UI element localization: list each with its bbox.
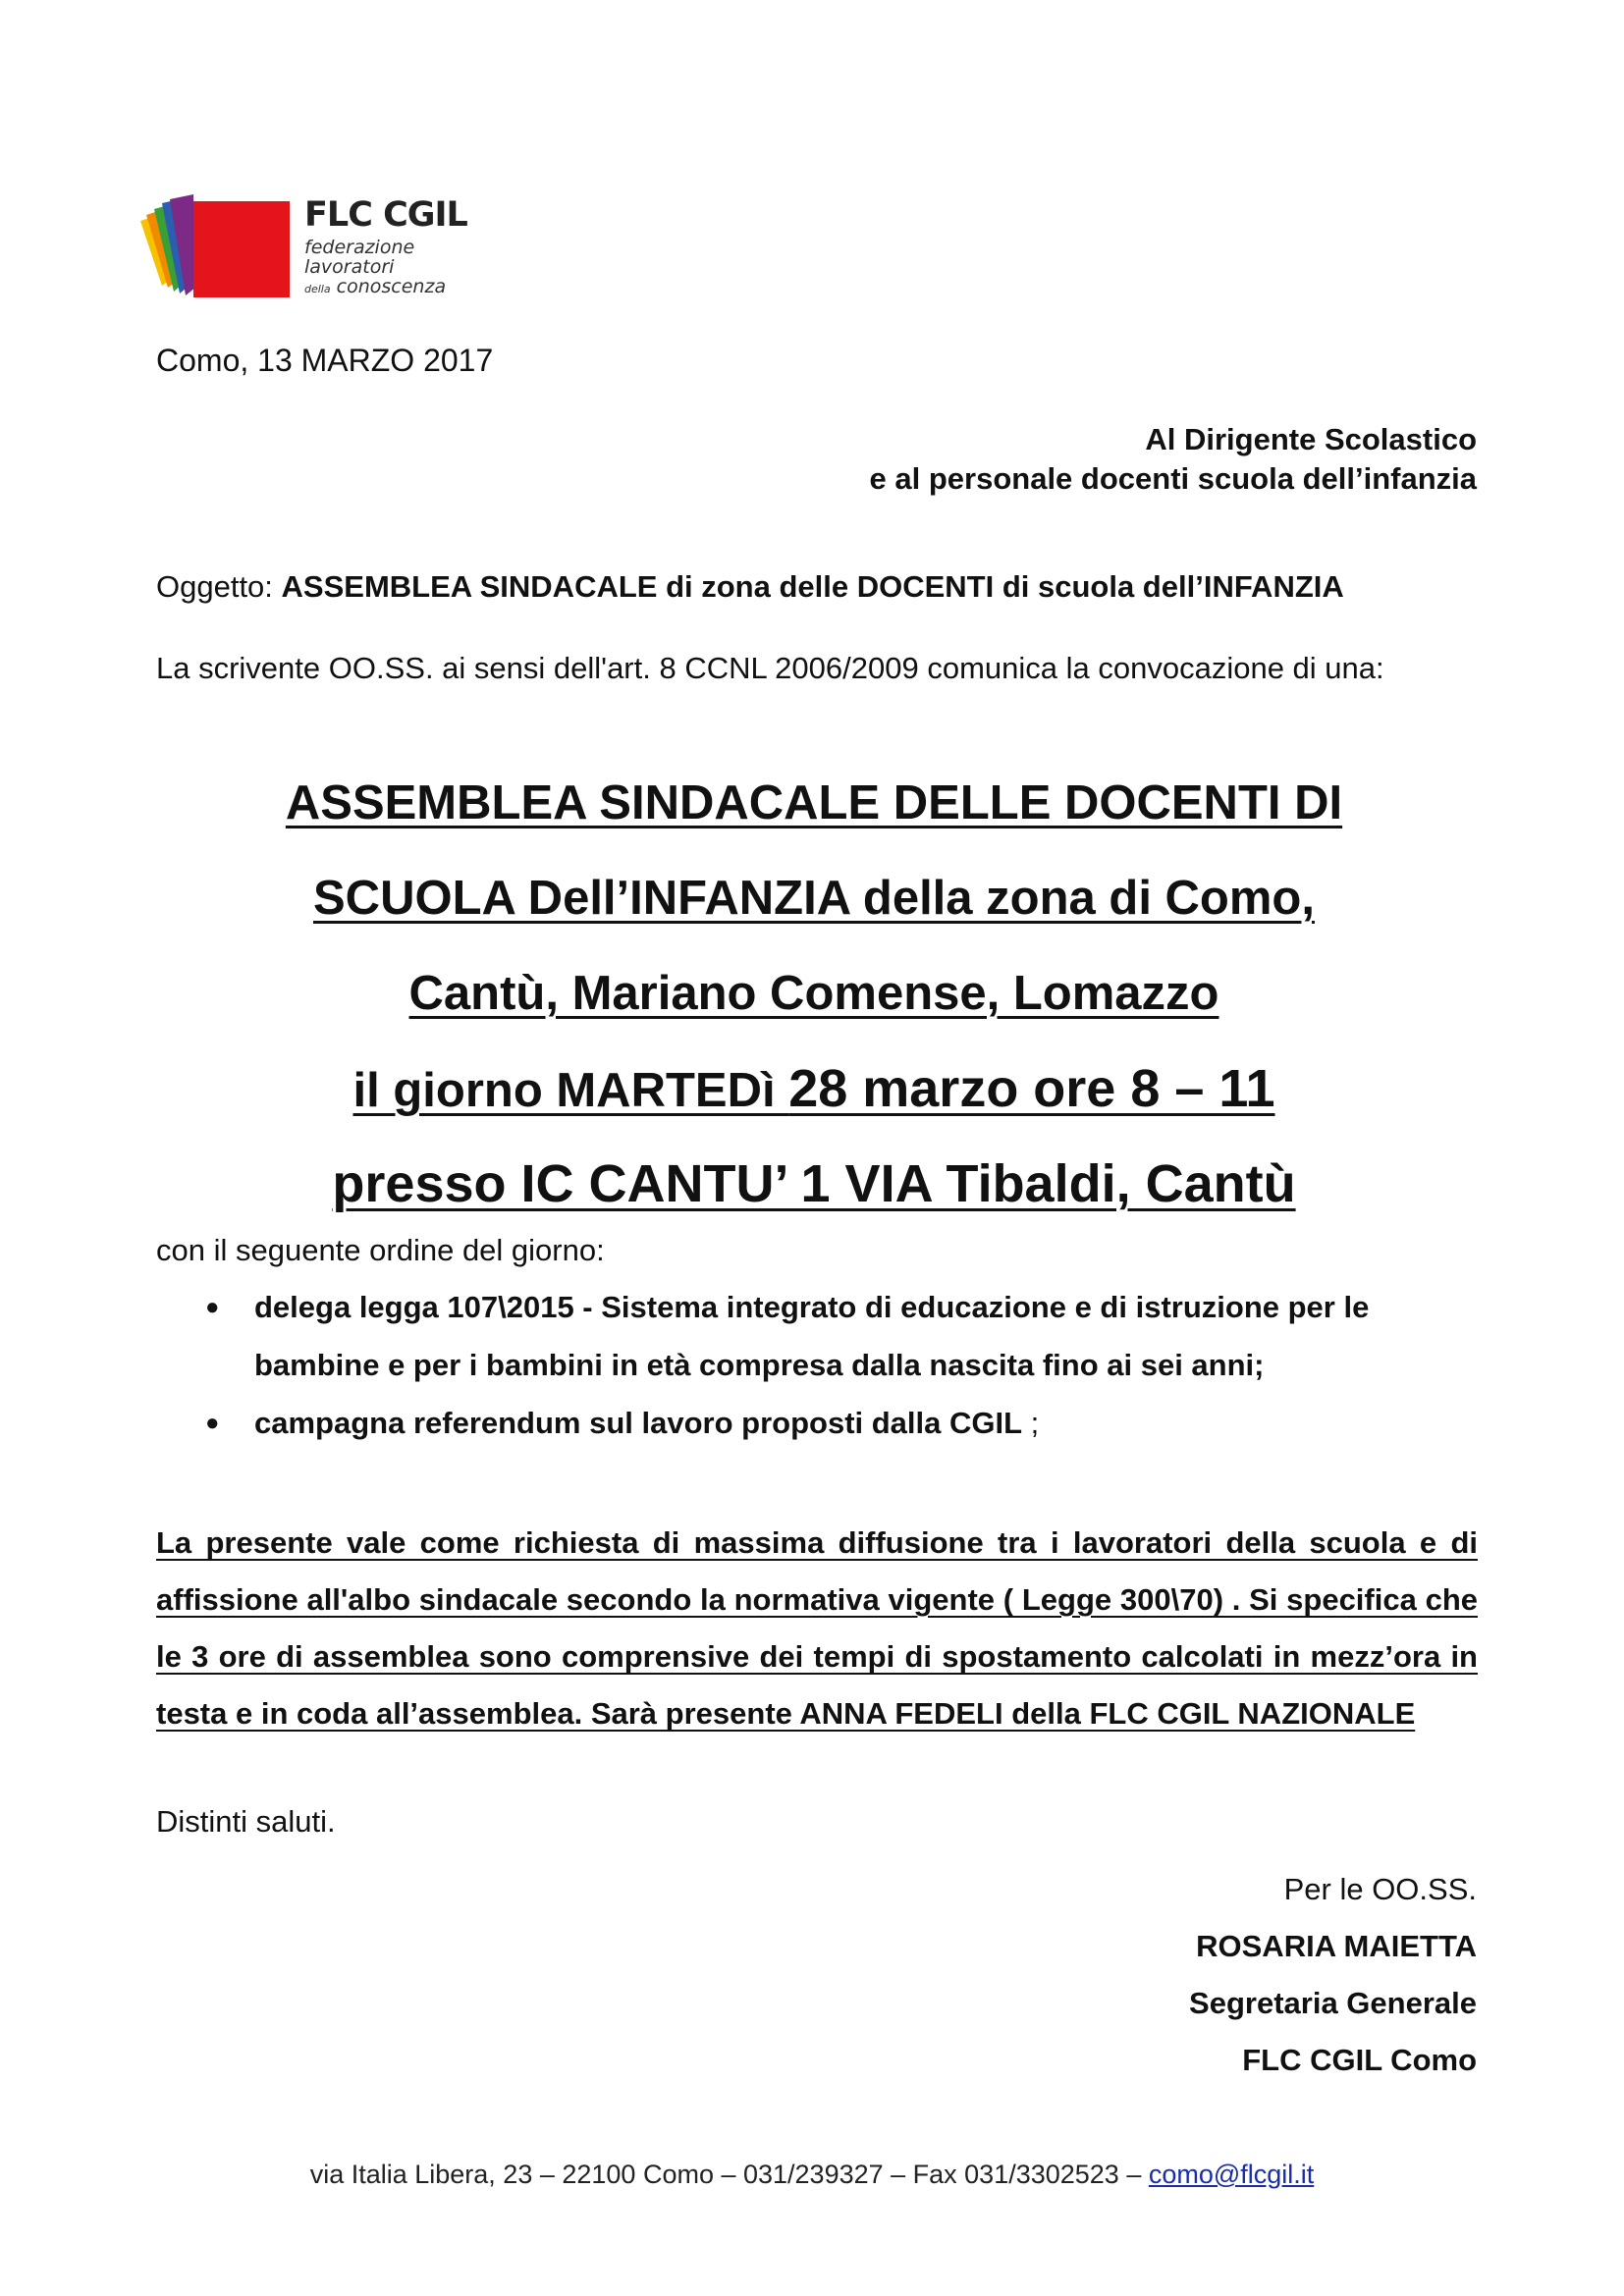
recipient-line2: e al personale docenti scuola dell’infanzia [869,461,1477,496]
subject-text: ASSEMBLEA SINDACALE di zona delle DOCENTI di scuola dell’INFANZIA [281,569,1344,604]
footer-email-link[interactable]: como@flcgil.it [1148,2160,1315,2189]
agenda-item-text: delega legga 107\2015 - Sistema integrato di educazione e di istruzione per le bambine e per i bambini in età compresa dalla nascita fino ai sei anni; [254,1290,1370,1382]
logo-subtitle-line2: lavoratori [304,256,395,278]
footer [0,2160,1624,2190]
signature-role: Segretaria Generale [1189,1986,1477,2020]
logo-color-fan [140,194,290,297]
logo-text [304,196,467,299]
headline-line1: ASSEMBLEA SINDACALE DELLE DOCENTI DI [285,776,1343,829]
agenda-list [201,1278,1478,1452]
headline-line3: Cantù, Mariano Comense, Lomazzo [408,967,1219,1020]
logo-red-square [193,201,290,297]
signature-block [1189,1861,1477,2089]
signature-line1: Per le OO.SS. [1283,1872,1477,1906]
logo-subtitle-small: della [304,283,331,295]
logo-name: FLC CGIL [304,195,467,235]
recipient-line1: Al Dirigente Scolastico [1145,422,1477,456]
logo-subtitle [304,238,467,299]
logo-subtitle-line3-text: conoscenza [336,276,447,297]
notice-text: La presente vale come richiesta di massima diffusione tra i lavoratori della scuola e di affissione all'albo sindacale secondo la normativa vigente ( Legge 300\70) . Si specifica che le 3 ore di assemblea sono comprensive dei tempi di spostamento calcolati in mezz’ora in testa e in coda all’assemblea. Sarà presente ANNA FEDELI della FLC CGIL NAZIONALE [156,1525,1478,1731]
agenda-intro: con il seguente ordine del giorno: [156,1233,605,1267]
signature-org: FLC CGIL Como [1242,2043,1477,2077]
agenda-item-text: campagna referendum sul lavoro proposti dalla CGIL [254,1406,1023,1440]
headline-date-time: 28 marzo ore 8 – 11 [788,1059,1275,1118]
closing-salutation: Distinti saluti. [156,1804,336,1839]
bullet-icon: ● [205,1410,220,1436]
intro-paragraph: La scrivente OO.SS. ai sensi dell'art. 8 CCNL 2006/2009 comunica la convocazione di una: [156,651,1384,685]
headline-location: presso IC CANTU’ 1 VIA Tibaldi, Cantù [332,1154,1296,1213]
bullet-icon: ● [205,1294,220,1320]
notice-paragraph [156,1515,1478,1742]
agenda-item-tail: ; [1022,1406,1040,1440]
assembly-headline [156,756,1472,1232]
logo-subtitle-line3 [304,277,467,299]
logo-subtitle-line1: federazione [304,237,415,258]
headline-day: il giorno MARTEDì [352,1064,789,1117]
signature-name: ROSARIA MAIETTA [1196,1929,1477,1963]
agenda-item [201,1278,1478,1394]
subject-label: Oggetto: [156,569,282,604]
footer-address: via Italia Libera, 23 – 22100 Como – 031/239327 – Fax 031/3302523 – [309,2160,1149,2189]
letter-date: Como, 13 MARZO 2017 [156,343,494,378]
agenda-item [201,1394,1478,1452]
headline-line2: SCUOLA Dell’INFANZIA della zona di Como, [313,872,1315,925]
recipient-block [870,420,1477,499]
headline-line4 [156,1041,1472,1137]
subject-line [156,569,1344,605]
